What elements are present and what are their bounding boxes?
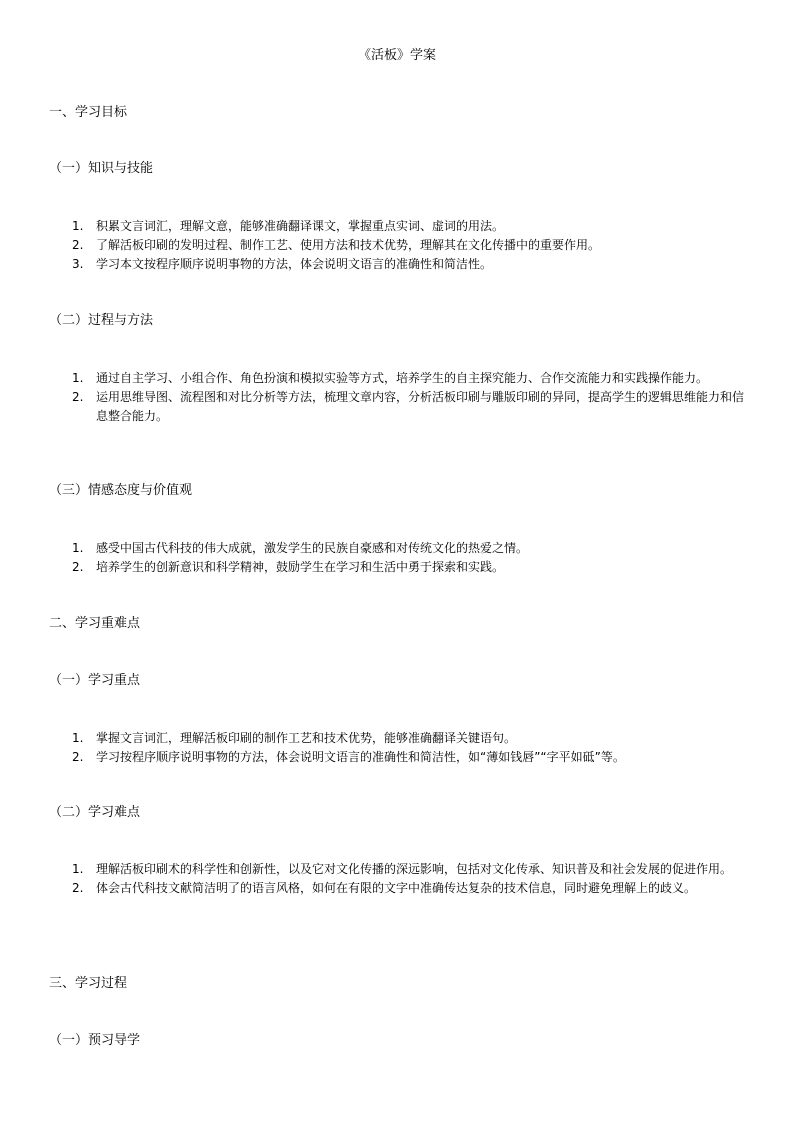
list-item-text: 运用思维导图、流程图和对比分析等方法，梳理文章内容，分析活板印刷与雕版印刷的异同，提高学生的逻辑思维能力和信息整合能力。	[96, 390, 745, 423]
list-item-text: 理解活板印刷术的科学性和创新性，以及它对文化传播的深远影响，包括对文化传承、知识普及和社会发展的促进作用。	[96, 862, 733, 876]
list-number: 2.	[72, 390, 84, 404]
values-list	[0, 539, 794, 577]
difficulty-list	[0, 860, 794, 898]
subsection-heading-process: （二）过程与方法	[49, 313, 154, 328]
list-item-text: 学习本文按程序顺序说明事物的方法，体会说明文语言的准确性和简洁性。	[96, 257, 493, 271]
list-item	[0, 236, 794, 255]
list-item-text: 体会古代科技文献简洁明了的语言风格，如何在有限的文字中准确传达复杂的技术信息，同时避免理解上的歧义。	[96, 881, 697, 895]
list-number: 1.	[72, 219, 84, 233]
list-item-text: 感受中国古代科技的伟大成就，激发学生的民族自豪感和对传统文化的热爱之情。	[96, 541, 529, 555]
process-list	[0, 369, 794, 426]
list-item	[0, 388, 794, 426]
list-number: 1.	[72, 371, 84, 385]
list-number: 2.	[72, 750, 84, 764]
list-number: 1.	[72, 862, 84, 876]
subsection-heading-focus: （一）学习重点	[49, 673, 141, 688]
list-item	[0, 729, 794, 748]
list-item	[0, 217, 794, 236]
list-number: 2.	[72, 881, 84, 895]
list-item-text: 积累文言词汇，理解文意，能够准确翻译课文，掌握重点实词、虚词的用法。	[96, 219, 505, 233]
knowledge-list	[0, 217, 794, 274]
section-heading-goals: 一、学习目标	[49, 105, 128, 120]
list-number: 2.	[72, 238, 84, 252]
list-item-text: 通过自主学习、小组合作、角色扮演和模拟实验等方式，培养学生的自主探究能力、合作交流能力和实践操作能力。	[96, 371, 709, 385]
subsection-heading-values: （三）情感态度与价值观	[49, 483, 193, 498]
list-item	[0, 539, 794, 558]
list-number: 2.	[72, 560, 84, 574]
list-item	[0, 558, 794, 577]
subsection-heading-preview: （一）预习导学	[49, 1033, 141, 1048]
list-item	[0, 369, 794, 388]
list-item-text: 掌握文言词汇，理解活板印刷的制作工艺和技术优势，能够准确翻译关键语句。	[96, 731, 517, 745]
list-number: 3.	[72, 257, 84, 271]
list-number: 1.	[72, 731, 84, 745]
section-heading-learning-process: 三、学习过程	[49, 976, 128, 991]
list-item	[0, 860, 794, 879]
document-title: 《活板》学案	[357, 48, 436, 63]
subsection-heading-knowledge: （一）知识与技能	[49, 161, 154, 176]
list-item-text: 了解活板印刷的发明过程、制作工艺、使用方法和技术优势，理解其在文化传播中的重要作用。	[96, 238, 601, 252]
section-heading-key-points: 二、学习重难点	[49, 616, 141, 631]
list-item	[0, 748, 794, 767]
list-item	[0, 879, 794, 898]
focus-list	[0, 729, 794, 767]
list-item	[0, 255, 794, 274]
list-number: 1.	[72, 541, 84, 555]
list-item-text: 学习按程序顺序说明事物的方法，体会说明文语言的准确性和简洁性，如“薄如钱唇”“字平如砥”等。	[96, 750, 625, 764]
list-item-text: 培养学生的创新意识和科学精神，鼓励学生在学习和生活中勇于探索和实践。	[96, 560, 505, 574]
subsection-heading-difficulty: （二）学习难点	[49, 805, 141, 820]
